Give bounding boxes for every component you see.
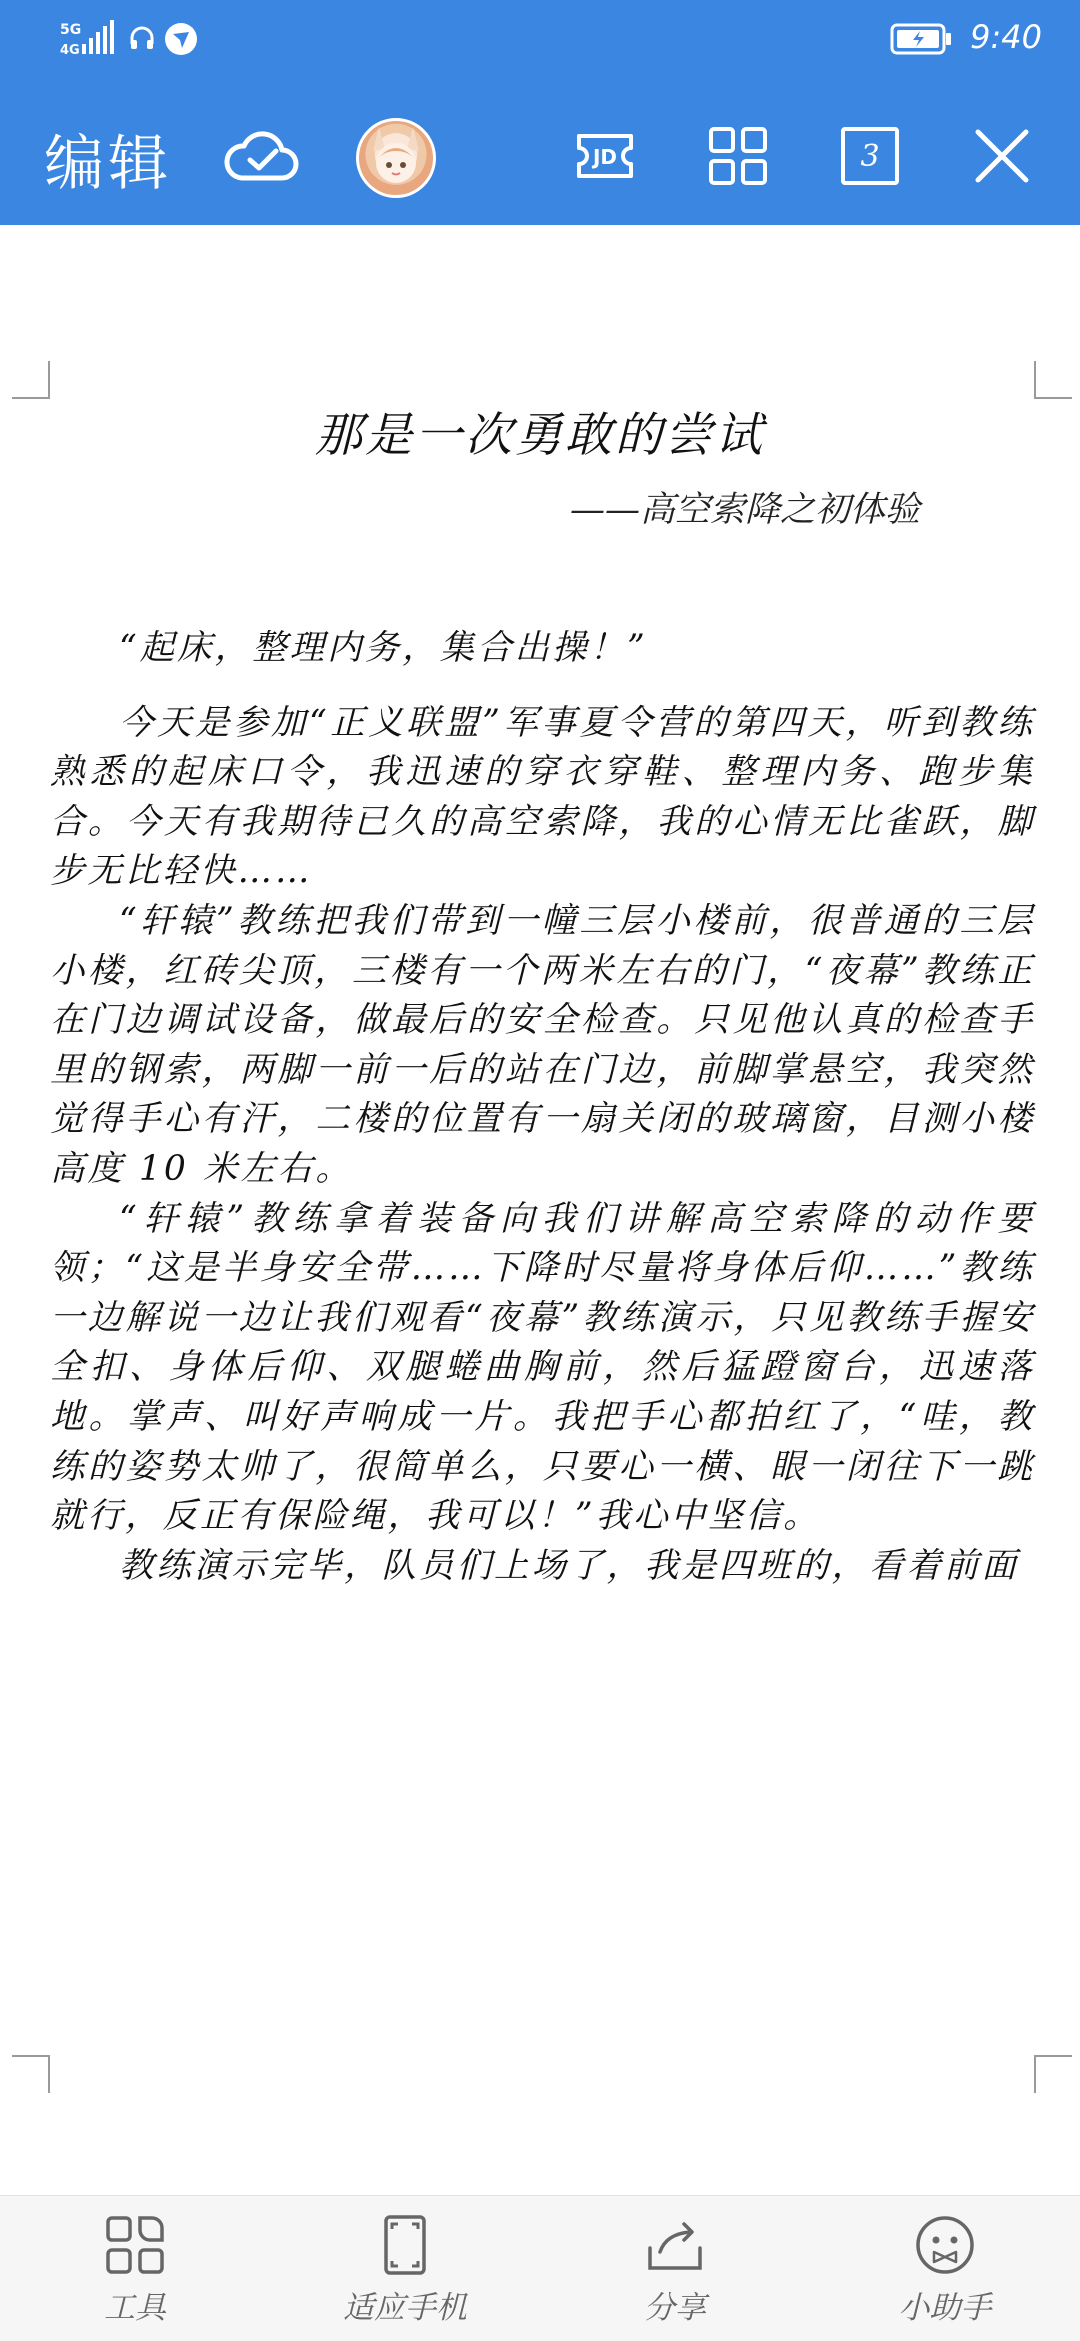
toolbar	[0, 80, 1080, 225]
battery-icon	[890, 22, 952, 60]
assistant-icon	[914, 2214, 976, 2276]
assistant-label: 小助手	[898, 2290, 992, 2326]
network-type-label: 5G	[60, 22, 82, 38]
paragraph: 教练演示完毕，队员们上场了，我是四班的，看着前面	[119, 1545, 1019, 1586]
tools-button[interactable]	[35, 2214, 235, 2327]
tabs-button[interactable]	[830, 116, 910, 196]
avatar[interactable]	[356, 118, 436, 198]
fit-screen-icon	[374, 2214, 436, 2276]
grid-button[interactable]	[698, 116, 778, 196]
paragraph: 今天是参加“正义联盟”军事夏令营的第四天，听到教练熟悉的起床口令，我迅速的穿衣穿鞋、整理内务、跑步集合。今天有我期待已久的高空索降，我的心情无比雀跃，脚步无比轻快……	[50, 702, 1035, 892]
paragraph: “轩辕”教练拿着装备向我们讲解高空索降的动作要领；“这是半身安全带……下降时尽量将身体后仰……”教练一边解说一边让我们观看“夜幕”教练演示，只见教练手握安全扣、身体后仰、双腿蜷曲胸前，然后猛蹬窗台，迅速落地。掌声、叫好声响成一片。我把手心都拍红了，“哇，教练的姿势太帅了，很简单么，只要心一横、眼一闭往下一跳就行，反正有保险绳，我可以！”我心中坚信。	[50, 1198, 1035, 1537]
status-time: 9:40	[970, 18, 1042, 56]
paragraph: “起床，整理内务，集合出操！”	[119, 628, 648, 668]
close-button[interactable]	[962, 116, 1042, 196]
jd-button[interactable]	[565, 116, 645, 196]
jd-label: JD	[592, 145, 618, 169]
tools-grid-icon	[104, 2214, 166, 2276]
fit-screen-button[interactable]	[305, 2214, 505, 2327]
assistant-button[interactable]	[845, 2214, 1045, 2327]
document-body	[50, 624, 1035, 1591]
share-label: 分享	[644, 2290, 706, 2326]
tools-label: 工具	[104, 2290, 166, 2326]
cloud-sync-button[interactable]	[222, 116, 302, 196]
notification-app-icon	[164, 22, 198, 60]
svg-text:4G: 4G	[60, 43, 80, 58]
cloud-check-icon	[224, 126, 300, 186]
edit-button[interactable]: 编辑	[44, 129, 172, 199]
crop-mark-top-right	[1034, 361, 1072, 399]
grid-icon	[708, 126, 768, 186]
crop-mark-bottom-right	[1034, 2055, 1072, 2093]
tabs-count-icon	[841, 127, 899, 185]
document-subtitle: ——高空索降之初体验	[569, 490, 920, 530]
share-button[interactable]	[575, 2214, 775, 2327]
document-title: 那是一次勇敢的尝试	[315, 408, 765, 463]
top-header	[0, 0, 1080, 225]
crop-mark-bottom-left	[12, 2055, 50, 2093]
headphone-icon	[128, 24, 156, 56]
jd-icon	[573, 128, 637, 184]
fit-screen-label: 适应手机	[343, 2290, 467, 2326]
tabs-count: 3	[860, 138, 880, 174]
close-icon	[974, 128, 1030, 184]
crop-mark-top-left	[12, 361, 50, 399]
bottom-bar	[0, 2195, 1080, 2341]
paragraph: “轩辕”教练把我们带到一幢三层小楼前，很普通的三层小楼，红砖尖顶，三楼有一个两米左右的门，“夜幕”教练正在门边调试设备，做最后的安全检查。只见他认真的检查手里的钢索，两脚一前一后的站在门边，前脚掌悬空，我突然觉得手心有汗，二楼的位置有一扇关闭的玻璃窗，目测小楼高度 10 米左右。	[50, 900, 1035, 1189]
status-bar	[0, 0, 1080, 80]
share-icon	[644, 2214, 706, 2276]
